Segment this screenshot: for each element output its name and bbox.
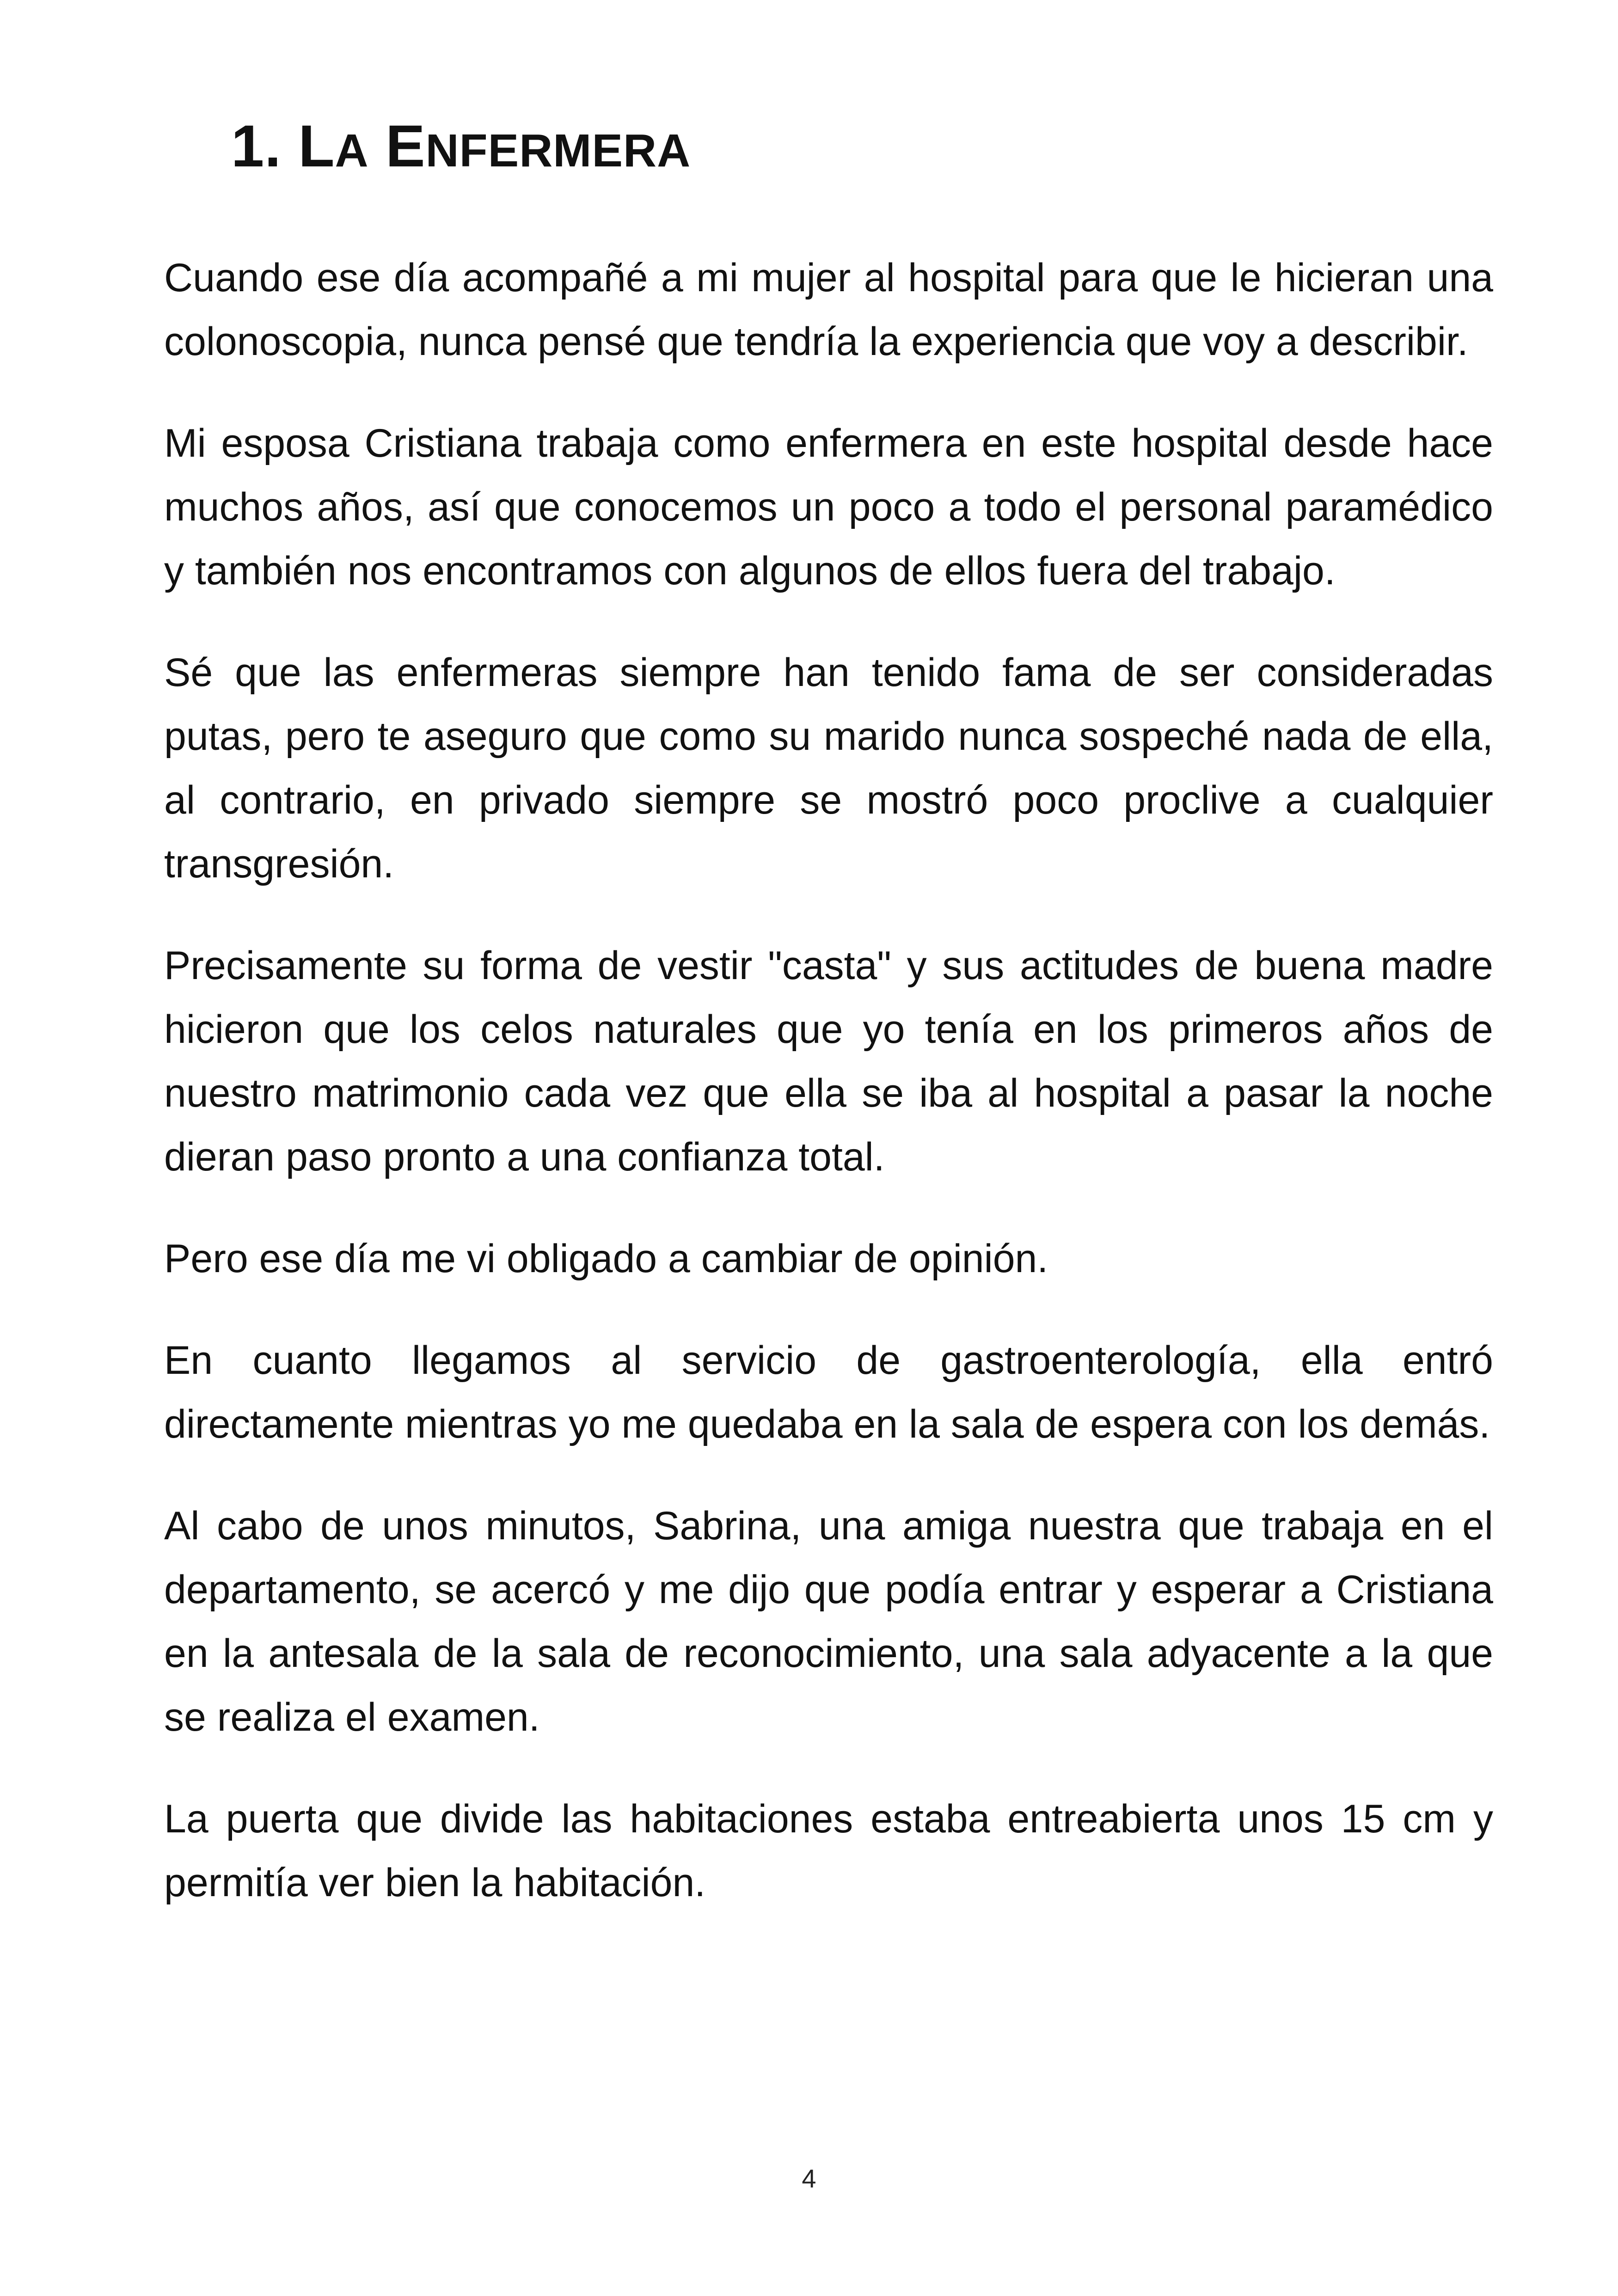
body-text xyxy=(164,246,1493,1953)
paragraph: Precisamente su forma de vestir "casta" y sus actitudes de buena madre hicieron que los celos naturales que yo tenía en los primeros años de nuestro matrimonio cada vez que ella se iba al hospital a pasar la noche dieran paso pronto a una confianza total. xyxy=(164,943,1493,1179)
paragraph: Al cabo de unos minutos, Sabrina, una amiga nuestra que trabaja en el departamento, se acercó y me dijo que podía entrar y esperar a Cristiana en la antesala de la sala de reconocimiento, una sala adyacente a la que se realiza el examen. xyxy=(164,1504,1493,1739)
paragraph: Sé que las enfermeras siempre han tenido fama de ser consideradas putas, pero te aseguro que como su marido nunca sospeché nada de ella, al contrario, en privado siempre se mostró poco proclive a cualquier transgresión. xyxy=(164,650,1493,886)
title-word-enfermera xyxy=(386,113,691,179)
title-initial: E xyxy=(386,113,426,179)
title-smallcaps: A xyxy=(335,125,369,177)
chapter-number: 1. xyxy=(231,113,282,179)
title-initial: L xyxy=(298,113,335,179)
title-smallcaps: NFERMERA xyxy=(425,125,691,177)
paragraph: Pero ese día me vi obligado a cambiar de opinión. xyxy=(164,1237,1048,1281)
paragraph: En cuanto llegamos al servicio de gastroenterología, ella entró directamente mientras yo me quedaba en la sala de espera con los demás. xyxy=(164,1338,1493,1446)
paragraph: Cuando ese día acompañé a mi mujer al hospital para que le hicieran una colonoscopia, nunca pensé que tendría la experiencia que voy a describir. xyxy=(164,256,1493,364)
paragraph: La puerta que divide las habitaciones estaba entreabierta unos 15 cm y permitía ver bien la habitación. xyxy=(164,1797,1493,1905)
page-number: 4 xyxy=(802,2164,816,2193)
paragraph: Mi esposa Cristiana trabaja como enfermera en este hospital desde hace muchos años, así que conocemos un poco a todo el personal paramédico y también nos encontramos con algunos de ellos fuera del trabajo. xyxy=(164,421,1493,593)
title-word-la xyxy=(298,113,368,179)
chapter-title xyxy=(231,111,691,182)
